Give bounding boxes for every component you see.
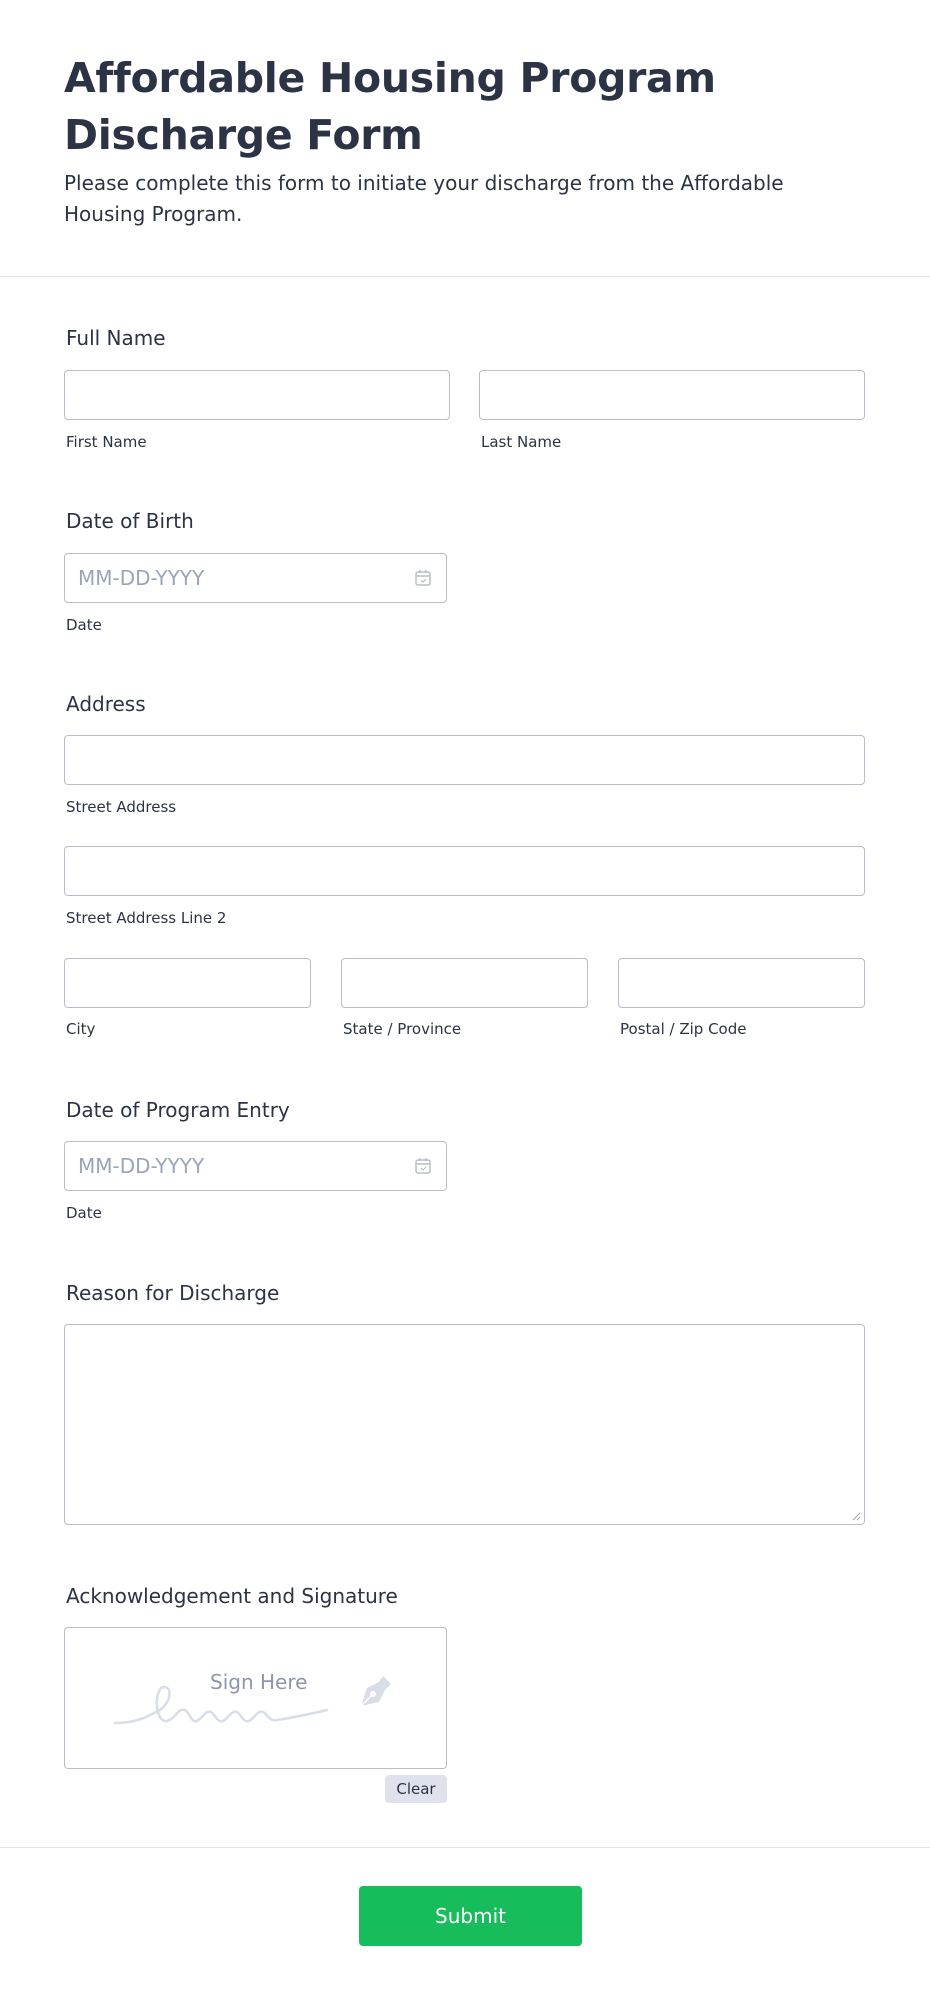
form-header bbox=[64, 50, 864, 230]
footer-divider bbox=[0, 1847, 930, 1848]
zip-sublabel: Postal / Zip Code bbox=[620, 1020, 747, 1038]
street-address-line2-input[interactable] bbox=[64, 846, 865, 896]
program-entry-placeholder: MM-DD-YYYY bbox=[78, 1154, 205, 1178]
reason-label: Reason for Discharge bbox=[66, 1281, 280, 1305]
dob-placeholder: MM-DD-YYYY bbox=[78, 566, 205, 590]
program-entry-input[interactable] bbox=[64, 1141, 447, 1191]
signature-pad[interactable] bbox=[64, 1627, 447, 1769]
street-address-line2-sublabel: Street Address Line 2 bbox=[66, 909, 227, 927]
program-entry-sublabel: Date bbox=[66, 1204, 102, 1222]
state-input[interactable] bbox=[341, 958, 588, 1008]
submit-button[interactable]: Submit bbox=[359, 1886, 582, 1946]
calendar-icon[interactable] bbox=[414, 569, 432, 587]
last-name-sublabel: Last Name bbox=[481, 433, 562, 451]
street-address-input[interactable] bbox=[64, 735, 865, 785]
pen-nib-icon bbox=[353, 1670, 395, 1712]
form-title: Affordable Housing Program Discharge Form bbox=[64, 54, 716, 159]
clear-signature-button[interactable]: Clear bbox=[385, 1775, 447, 1803]
full-name-label: Full Name bbox=[66, 326, 166, 350]
reason-textarea[interactable] bbox=[64, 1324, 865, 1525]
signature-label: Acknowledgement and Signature bbox=[66, 1584, 398, 1608]
zip-input[interactable] bbox=[618, 958, 865, 1008]
city-sublabel: City bbox=[66, 1020, 96, 1038]
calendar-icon[interactable] bbox=[414, 1157, 432, 1175]
city-input[interactable] bbox=[64, 958, 311, 1008]
dob-label: Date of Birth bbox=[66, 509, 194, 533]
sign-here-hint: Sign Here bbox=[210, 1670, 308, 1694]
dob-input[interactable] bbox=[64, 553, 447, 603]
first-name-input[interactable] bbox=[64, 370, 450, 420]
address-label: Address bbox=[66, 692, 146, 716]
header-divider bbox=[0, 276, 930, 277]
street-address-sublabel: Street Address bbox=[66, 798, 177, 816]
last-name-input[interactable] bbox=[479, 370, 865, 420]
program-entry-label: Date of Program Entry bbox=[66, 1098, 290, 1122]
form-subtitle: Please complete this form to initiate your discharge from the Affordable Housing Program. bbox=[64, 171, 784, 226]
state-sublabel: State / Province bbox=[343, 1020, 462, 1038]
dob-sublabel: Date bbox=[66, 616, 102, 634]
first-name-sublabel: First Name bbox=[66, 433, 147, 451]
resize-handle-icon[interactable] bbox=[851, 1511, 861, 1521]
